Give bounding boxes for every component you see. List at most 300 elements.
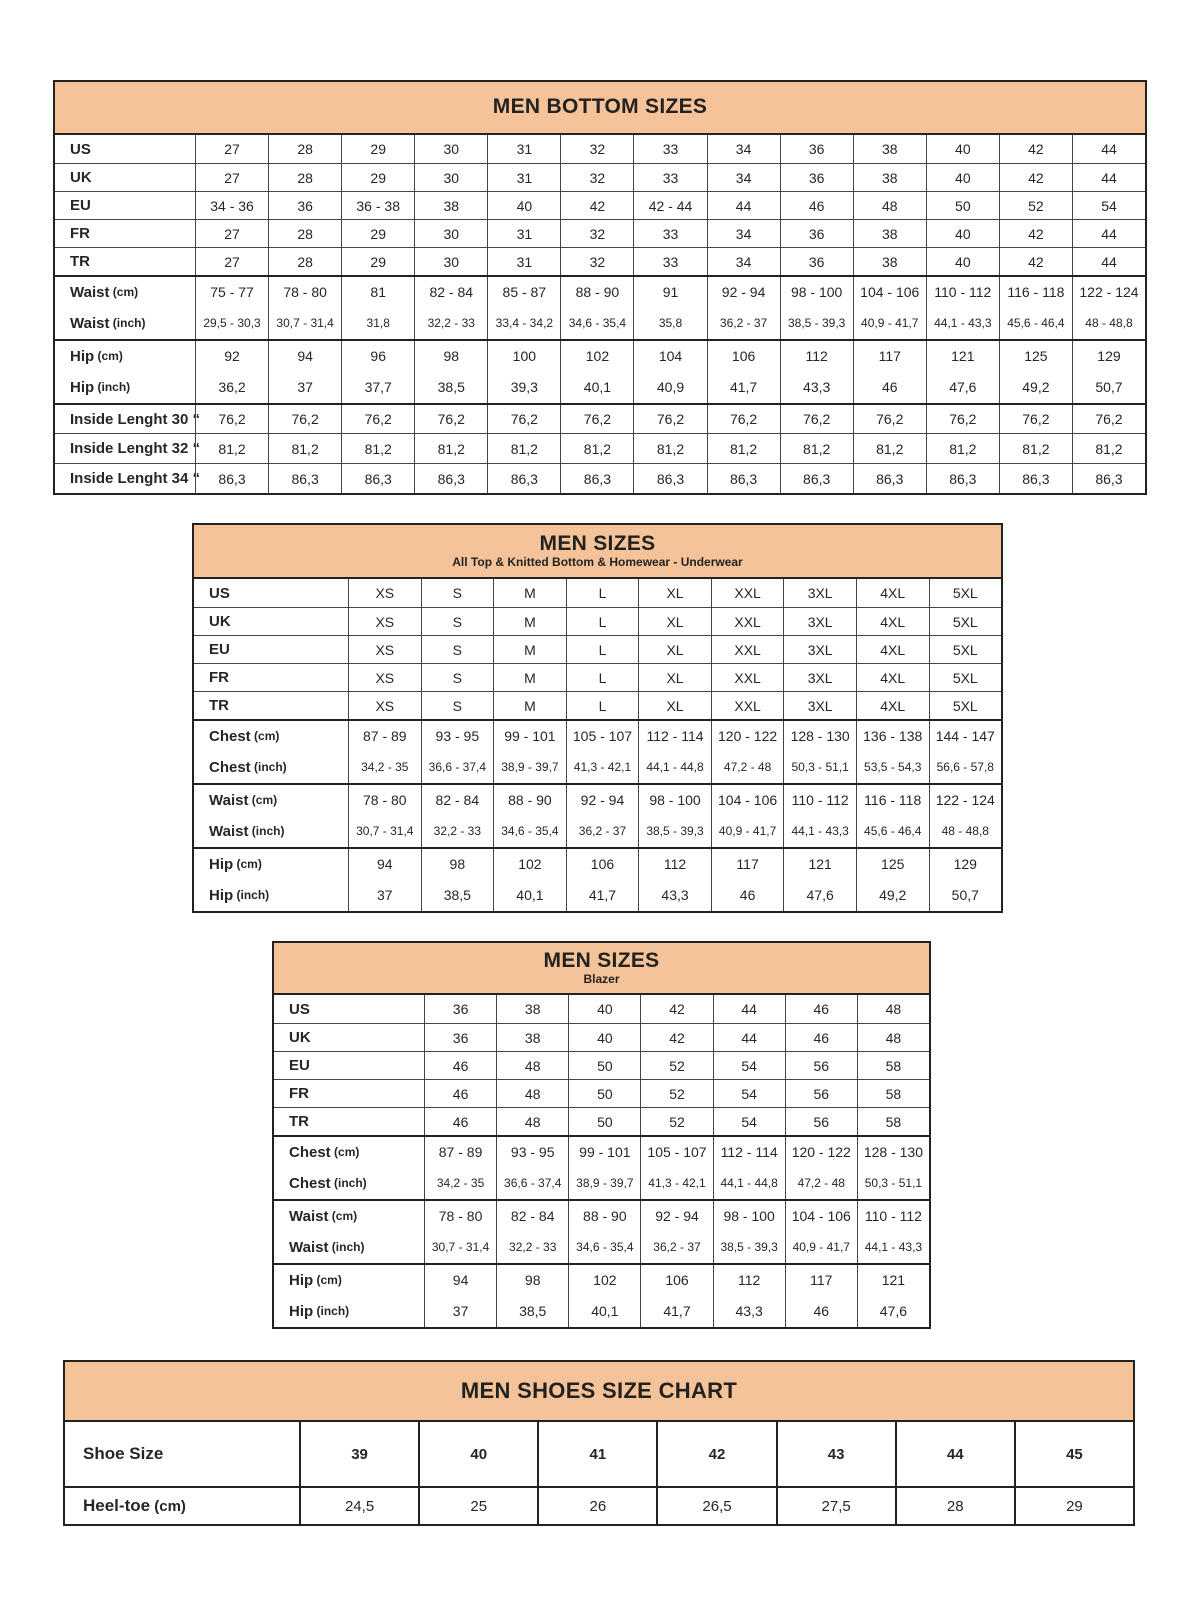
table-cell: 40 [926,164,999,191]
table-body [65,1422,1133,1524]
table-cell: 29 [1014,1488,1133,1524]
table-cell: 58 [857,1108,929,1135]
table-cell: XXL [711,692,784,719]
table-cell: 28 [268,220,341,247]
table-row [65,1422,1133,1486]
table-cell: 43,3 [713,1295,785,1327]
table-cell: 3XL [783,579,856,607]
men-sizes-top-table [192,523,1003,913]
table-cell: 27 [195,164,268,191]
table-cell: 36 [424,995,496,1023]
table-cell: 87 - 89 [424,1137,496,1167]
table-cell: 136 - 138 [856,721,929,751]
table-cell: 58 [857,1080,929,1107]
table-cell: 120 - 122 [711,721,784,751]
table-cell: 42 - 44 [633,192,706,219]
table-cell: 40 [926,248,999,275]
table-cell: 81,2 [560,434,633,463]
table-cell: 38,5 [414,371,487,403]
table-cell: 38,5 - 39,3 [780,307,853,339]
row-label: Shoe Size [83,1444,164,1463]
table-cell: 129 [1072,341,1145,371]
row-label: Hip (cm) [289,1271,342,1289]
row-label: UK [289,1029,311,1046]
table-cell: 86,3 [268,464,341,493]
table-cell: 144 - 147 [929,721,1002,751]
table-cell: 81,2 [487,434,560,463]
table-cell: 40 [926,135,999,163]
row-label: Waist (cm) [70,283,139,301]
table-cell: 98 [421,849,494,879]
table-body [274,995,929,1327]
table-cell: 41,7 [640,1295,712,1327]
table-cell: 30,7 - 31,4 [268,307,341,339]
table-cell: 42 [999,220,1072,247]
table-cell: 110 - 112 [857,1201,929,1231]
row-label: FR [209,669,229,686]
table-row [274,1051,929,1079]
table-cell: 30,7 - 31,4 [424,1231,496,1263]
table-cell: 98 - 100 [713,1201,785,1231]
table-cell: 46 [853,371,926,403]
table-cell: 75 - 77 [195,277,268,307]
table-cell: 33 [633,248,706,275]
table-cell: 29,5 - 30,3 [195,307,268,339]
table-cell: 38,9 - 39,7 [493,751,566,783]
row-label: Chest (inch) [209,758,287,776]
table-cell: 82 - 84 [496,1201,568,1231]
table-cell: 3XL [783,608,856,635]
table-cell: 37,7 [341,371,414,403]
table-row [55,433,1145,463]
table-cell: 39,3 [487,371,560,403]
table-cell: 98 [414,341,487,371]
table-row [194,719,1001,751]
table-cell: 116 - 118 [999,277,1072,307]
table-cell: 46 [785,995,857,1023]
row-label: Waist (inch) [70,314,146,332]
table-cell: 31 [487,135,560,163]
table-cell: 81,2 [341,434,414,463]
table-cell: 5XL [929,579,1002,607]
table-cell: 81,2 [195,434,268,463]
table-cell: 117 [711,849,784,879]
table-cell: 86,3 [487,464,560,493]
table-cell: 36,2 - 37 [640,1231,712,1263]
table-cell: 38,9 - 39,7 [568,1167,640,1199]
table-cell: 29 [341,248,414,275]
table-cell: 29 [341,220,414,247]
table-cell: 76,2 [268,405,341,433]
table-cell: 41,7 [566,879,639,911]
table-cell: 49,2 [999,371,1072,403]
table-cell: 33 [633,135,706,163]
table-title: MEN SIZES [539,531,656,555]
table-cell: 38 [414,192,487,219]
table-cell: 58 [857,1052,929,1079]
table-cell: 116 - 118 [856,785,929,815]
table-row [274,1167,929,1199]
row-label: Hip (inch) [289,1302,350,1320]
row-label: FR [289,1085,309,1102]
table-row [274,1263,929,1295]
table-cell: 44,1 - 43,3 [857,1231,929,1263]
table-cell: 34,6 - 35,4 [568,1231,640,1263]
row-label: Hip (cm) [70,347,123,365]
table-cell: 81,2 [633,434,706,463]
table-cell: 56 [785,1108,857,1135]
table-cell: 30 [414,220,487,247]
table-cell: 4XL [856,636,929,663]
table-cell: 44 [707,192,780,219]
table-title: MEN SIZES [543,948,660,972]
table-cell: 98 - 100 [638,785,711,815]
table-row [55,163,1145,191]
table-cell: 34 [707,220,780,247]
table-cell: 42 [999,248,1072,275]
table-cell: 29 [341,135,414,163]
table-cell: 94 [268,341,341,371]
table-cell: M [493,608,566,635]
table-cell: 102 [568,1265,640,1295]
table-cell: 36 [780,164,853,191]
table-cell: 46 [424,1080,496,1107]
table-cell: XS [348,692,421,719]
row-label: Waist (cm) [209,791,278,809]
table-cell: 82 - 84 [414,277,487,307]
table-cell: 87 - 89 [348,721,421,751]
table-cell: 38 [496,1024,568,1051]
table-cell: 52 [640,1080,712,1107]
table-cell: 48 [496,1052,568,1079]
table-cell: 112 [638,849,711,879]
table-cell: 86,3 [999,464,1072,493]
table-cell: 5XL [929,636,1002,663]
table-cell: 48 [853,192,926,219]
table-cell: 32 [560,135,633,163]
table-cell: 86,3 [926,464,999,493]
table-body [55,135,1145,493]
table-cell: 34,2 - 35 [424,1167,496,1199]
table-cell: 47,6 [926,371,999,403]
table-cell: 44,1 - 44,8 [638,751,711,783]
table-cell: 5XL [929,664,1002,691]
table-cell: 110 - 112 [783,785,856,815]
table-cell: 48 - 48,8 [1072,307,1145,339]
table-cell: 37 [268,371,341,403]
table-cell: 85 - 87 [487,277,560,307]
table-cell: 36 [780,135,853,163]
table-cell: 117 [853,341,926,371]
table-cell: 54 [713,1108,785,1135]
table-cell: 81,2 [414,434,487,463]
table-cell: 99 - 101 [568,1137,640,1167]
table-cell: 30 [414,164,487,191]
table-cell: 81,2 [707,434,780,463]
row-label: US [209,584,230,602]
table-cell: 33 [633,220,706,247]
table-cell: 36,2 - 37 [566,815,639,847]
table-cell: 81 [341,277,414,307]
table-cell: 3XL [783,692,856,719]
table-cell: 34,6 - 35,4 [560,307,633,339]
table-cell: 44 [1072,164,1145,191]
table-cell: 98 [496,1265,568,1295]
table-cell: S [421,608,494,635]
table-cell: S [421,692,494,719]
table-cell: 76,2 [1072,405,1145,433]
row-label: Chest (cm) [289,1143,360,1161]
table-cell: 104 - 106 [853,277,926,307]
table-cell: 43,3 [780,371,853,403]
table-cell: 106 [707,341,780,371]
table-cell: 81,2 [1072,434,1145,463]
table-cell: 76,2 [560,405,633,433]
table-subtitle: All Top & Knitted Bottom & Homewear - Underwear [452,554,743,569]
table-cell: 48 [857,995,929,1023]
row-label: US [289,1000,310,1018]
table-row [274,1107,929,1135]
table-row [274,1135,929,1167]
row-label: EU [209,641,230,658]
table-row [194,635,1001,663]
table-cell: 86,3 [414,464,487,493]
table-cell: XS [348,579,421,607]
table-cell: XL [638,692,711,719]
table-cell: 76,2 [999,405,1072,433]
table-cell: 44 [1072,135,1145,163]
table-cell: 34,6 - 35,4 [493,815,566,847]
table-cell: 50 [926,192,999,219]
table-row [55,371,1145,403]
table-row [194,847,1001,879]
table-cell: 94 [424,1265,496,1295]
table-cell: 40 [568,1024,640,1051]
row-label: UK [70,169,92,186]
table-cell: 44 [1072,220,1145,247]
table-cell: 48 [496,1108,568,1135]
table-cell: 32 [560,164,633,191]
table-cell: 5XL [929,608,1002,635]
table-cell: 86,3 [1072,464,1145,493]
table-cell: 52 [640,1108,712,1135]
table-cell: 40,1 [493,879,566,911]
row-label: Hip (inch) [209,886,270,904]
table-cell: 32,2 - 33 [414,307,487,339]
table-cell: 81,2 [268,434,341,463]
table-cell: 86,3 [780,464,853,493]
table-cell: 104 [633,341,706,371]
row-label: UK [209,613,231,630]
table-cell: 54 [1072,192,1145,219]
table-cell: 50,7 [929,879,1002,911]
table-cell: 36,2 - 37 [707,307,780,339]
table-cell: S [421,579,494,607]
table-cell: 38 [853,220,926,247]
table-cell: 31,8 [341,307,414,339]
table-row [194,783,1001,815]
table-cell: 122 - 124 [929,785,1002,815]
table-row [274,1295,929,1327]
table-row [55,191,1145,219]
table-cell: 76,2 [414,405,487,433]
table-row [55,275,1145,307]
table-cell: 32,2 - 33 [496,1231,568,1263]
table-cell: 110 - 112 [926,277,999,307]
row-label: TR [209,697,229,714]
row-label: Hip (inch) [70,378,131,396]
table-row [55,135,1145,163]
table-cell: XXL [711,608,784,635]
row-label: Waist (cm) [289,1207,358,1225]
men-sizes-blazer-header [274,943,929,995]
row-label: Waist (inch) [289,1238,365,1256]
table-cell: 46 [785,1295,857,1327]
table-cell: 47,6 [857,1295,929,1327]
table-cell: 92 - 94 [640,1201,712,1231]
row-label: EU [289,1057,310,1074]
table-cell: 106 [566,849,639,879]
table-cell: 46 [785,1024,857,1051]
table-cell: 31 [487,248,560,275]
table-cell: 112 - 114 [638,721,711,751]
table-cell: XL [638,608,711,635]
table-row [194,579,1001,607]
table-cell: 40,9 - 41,7 [853,307,926,339]
table-cell: 88 - 90 [493,785,566,815]
table-row [194,815,1001,847]
row-label: US [70,140,91,158]
table-cell: XL [638,664,711,691]
table-cell: 121 [926,341,999,371]
table-cell: 92 - 94 [566,785,639,815]
table-cell: 26 [537,1488,656,1524]
table-cell: 45,6 - 46,4 [856,815,929,847]
table-cell: 105 - 107 [566,721,639,751]
table-cell: 45 [1014,1422,1133,1486]
table-row [274,1199,929,1231]
table-cell: 36,6 - 37,4 [421,751,494,783]
table-cell: 34 [707,135,780,163]
table-cell: 28 [268,164,341,191]
table-cell: 86,3 [195,464,268,493]
table-row [65,1486,1133,1524]
table-row [274,1231,929,1263]
table-cell: 112 [780,341,853,371]
table-cell: 33 [633,164,706,191]
table-cell: XXL [711,636,784,663]
table-cell: 52 [640,1052,712,1079]
table-cell: 36 [268,192,341,219]
table-cell: 76,2 [926,405,999,433]
table-cell: L [566,636,639,663]
table-cell: 50 [568,1080,640,1107]
table-cell: 36,2 [195,371,268,403]
table-row [55,403,1145,433]
table-cell: XS [348,636,421,663]
table-cell: 102 [560,341,633,371]
table-cell: 48 [857,1024,929,1051]
table-cell: 96 [341,341,414,371]
table-cell: 30 [414,248,487,275]
table-cell: 30 [414,135,487,163]
table-cell: 36 [424,1024,496,1051]
table-cell: 52 [999,192,1072,219]
table-cell: 46 [711,879,784,911]
table-cell: 41,7 [707,371,780,403]
table-cell: 86,3 [560,464,633,493]
table-cell: 92 - 94 [707,277,780,307]
table-cell: 94 [348,849,421,879]
table-cell: 3XL [783,636,856,663]
table-cell: 32 [560,220,633,247]
table-cell: 30,7 - 31,4 [348,815,421,847]
table-cell: S [421,636,494,663]
table-row [55,219,1145,247]
table-cell: 38 [853,135,926,163]
table-cell: 43 [776,1422,895,1486]
table-cell: 27 [195,248,268,275]
row-label: Heel-toe (cm) [83,1496,186,1515]
table-cell: 38 [853,164,926,191]
table-cell: 40,9 - 41,7 [785,1231,857,1263]
table-cell: 40,1 [568,1295,640,1327]
table-cell: 27 [195,135,268,163]
table-cell: 24,5 [299,1488,418,1524]
row-label: Inside Lenght 32 “ [70,440,201,457]
row-label: Inside Lenght 34 “ [70,470,201,487]
table-cell: M [493,692,566,719]
men-sizes-top-header [194,525,1001,579]
table-cell: XS [348,608,421,635]
table-cell: 120 - 122 [785,1137,857,1167]
table-cell: 40,9 [633,371,706,403]
table-cell: 31 [487,220,560,247]
table-cell: 36 [780,220,853,247]
table-cell: 40,9 - 41,7 [711,815,784,847]
table-cell: 47,6 [783,879,856,911]
table-title: MEN SHOES SIZE CHART [460,1378,738,1404]
table-cell: 45,6 - 46,4 [999,307,1072,339]
row-label: Chest (inch) [289,1174,367,1192]
table-cell: 50 [568,1108,640,1135]
table-cell: 106 [640,1265,712,1295]
table-cell: 76,2 [707,405,780,433]
men-bottom-sizes-table [53,80,1147,495]
table-row [274,1023,929,1051]
table-cell: 86,3 [707,464,780,493]
table-cell: 56,6 - 57,8 [929,751,1002,783]
men-shoes-size-chart-table [63,1360,1135,1526]
table-cell: 4XL [856,664,929,691]
table-cell: 27,5 [776,1488,895,1524]
table-cell: 50,3 - 51,1 [783,751,856,783]
table-cell: 78 - 80 [268,277,341,307]
table-cell: 44,1 - 43,3 [783,815,856,847]
table-cell: 112 [713,1265,785,1295]
table-cell: 81,2 [853,434,926,463]
table-cell: 36 - 38 [341,192,414,219]
table-cell: 35,8 [633,307,706,339]
table-cell: L [566,608,639,635]
table-cell: 46 [780,192,853,219]
row-label: Hip (cm) [209,855,262,873]
table-cell: 40,1 [560,371,633,403]
table-cell: 28 [268,135,341,163]
table-cell: XS [348,664,421,691]
table-cell: 47,2 - 48 [785,1167,857,1199]
table-cell: 93 - 95 [496,1137,568,1167]
